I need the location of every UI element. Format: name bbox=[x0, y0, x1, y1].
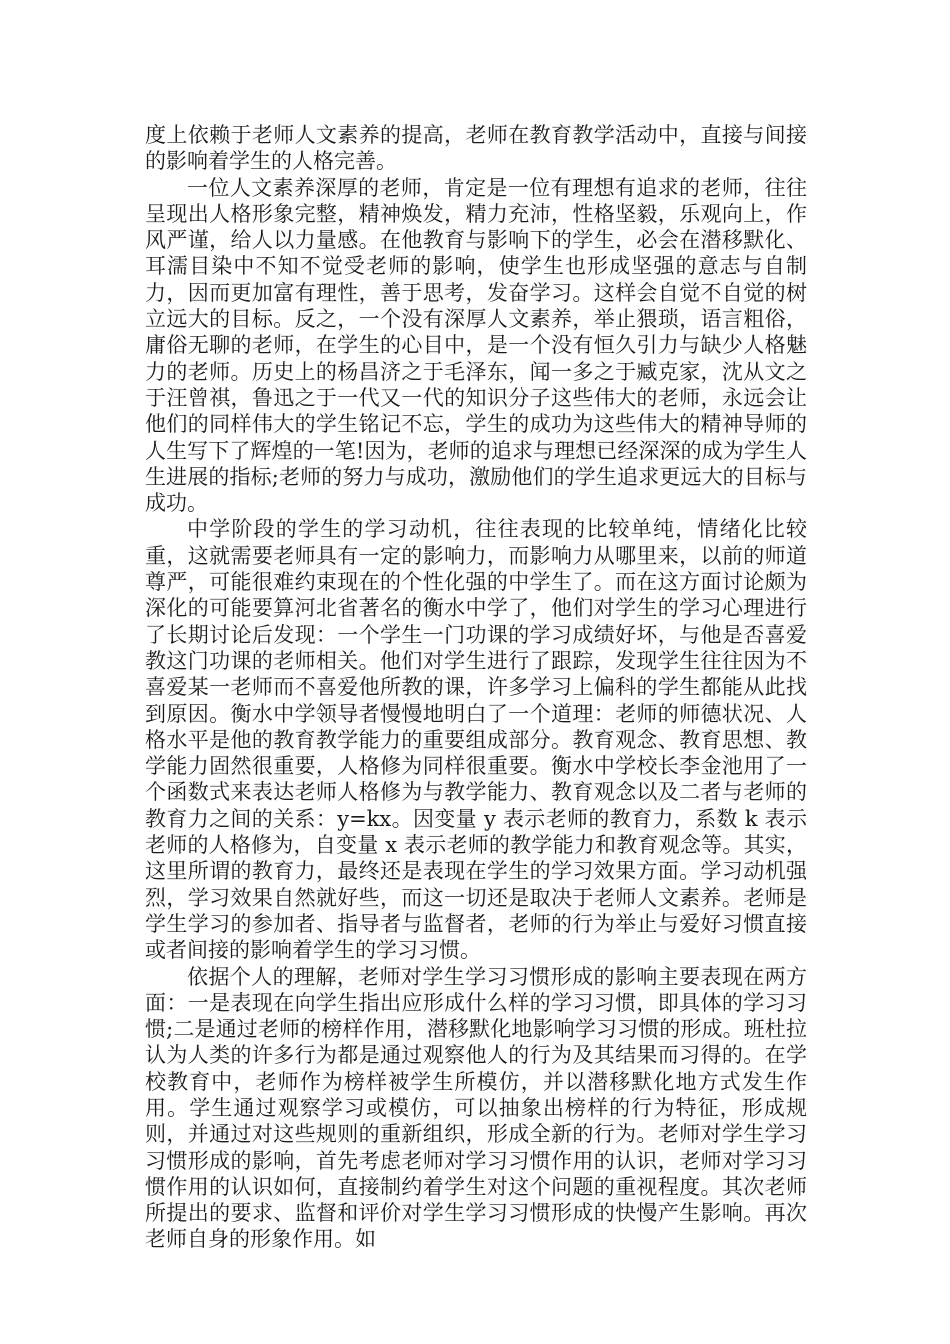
paragraph-2: 一位人文素养深厚的老师，肯定是一位有理想有追求的老师，往往呈现出人格形象完整，精神焕发，精力充沛，性格坚毅，乐观向上，作风严谨，给人以力量感。在他教育与影响下的学生，必会在潜移默化、耳濡目染中不知不觉受老师的影响，使学生也形成坚强的意志与自制力，因而更加富有理性，善于思考，发奋学习。这样会自觉不自觉的树立远大的目标。反之，一个没有深厚人文素养，举止猥琐，语言粗俗，庸俗无聊的老师，在学生的心目中，是一个没有恒久引力与缺少人格魅力的老师。历史上的杨昌济之于毛泽东，闻一多之于臧克家，沈从文之于汪曾祺，鲁迅之于一代又一代的知识分子这些伟大的老师，永远会让他们的同样伟大的学生铭记不忘，学生的成功为这些伟大的精神导师的人生写下了辉煌的一笔!因为，老师的追求与理想已经深深的成为学生人生进展的指标;老师的努力与成功，激励他们的学生追求更远大的目标与成功。 bbox=[145, 175, 807, 516]
paragraph-3: 中学阶段的学生的学习动机，往往表现的比较单纯，情绪化比较重，这就需要老师具有一定的影响力，而影响力从哪里来，以前的师道尊严，可能很难约束现在的个性化强的中学生了。而在这方面讨论颇为深化的可能要算河北省著名的衡水中学了，他们对学生的学习心理进行了长期讨论后发现：一个学生一门功课的学习成绩好坏，与他是否喜爱教这门功课的老师相关。他们对学生进行了跟踪，发现学生往往因为不喜爱某一老师而不喜爱他所教的课，许多学习上偏科的学生都能从此找到原因。衡水中学领导者慢慢地明白了一个道理：老师的师德状况、人格水平是他的教育教学能力的重要组成部分。教育观念、教育思想、教学能力固然很重要，人格修为同样很重要。衡水中学校长李金池用了一个函数式来表达老师人格修为与教学能力、教育观念以及二者与老师的教育力之间的关系：y=kx。因变量 y 表示老师的教育力，系数 k 表示老师的人格修为，自变量 x 表示老师的教学能力和教育观念等。其实，这里所谓的教育力，最终还是表现在学生的学习效果方面。学习动机强烈，学习效果自然就好些，而这一切还是取决于老师人文素养。老师是学生学习的参加者、指导者与监督者，老师的行为举止与爱好习惯直接或者间接的影响着学生的学习习惯。 bbox=[145, 517, 807, 963]
paragraph-1: 度上依赖于老师人文素养的提高，老师在教育教学活动中，直接与间接的影响着学生的人格完善。 bbox=[145, 123, 807, 174]
document-page bbox=[145, 122, 807, 1253]
paragraph-4: 依据个人的理解，老师对学生学习习惯形成的影响主要表现在两方面：一是表现在向学生指出应形成什么样的学习习惯，即具体的学习习惯;二是通过老师的榜样作用，潜移默化地影响学习习惯的形成。班杜拉认为人类的许多行为都是通过观察他人的行为及其结果而习得的。在学校教育中，老师作为榜样被学生所模仿，并以潜移默化地方式发生作用。学生通过观察学习或模仿，可以抽象出榜样的行为特征，形成规则，并通过对这些规则的重新组织，形成全新的行为。老师对学生学习习惯形成的影响，首先考虑老师对学习习惯作用的认识，老师对学习习惯作用的认识如何，直接制约着学生对这个问题的重视程度。其次老师所提出的要求、监督和评价对学生学习习惯形成的快慢产生影响。再次老师自身的形象作用。如 bbox=[145, 964, 807, 1252]
